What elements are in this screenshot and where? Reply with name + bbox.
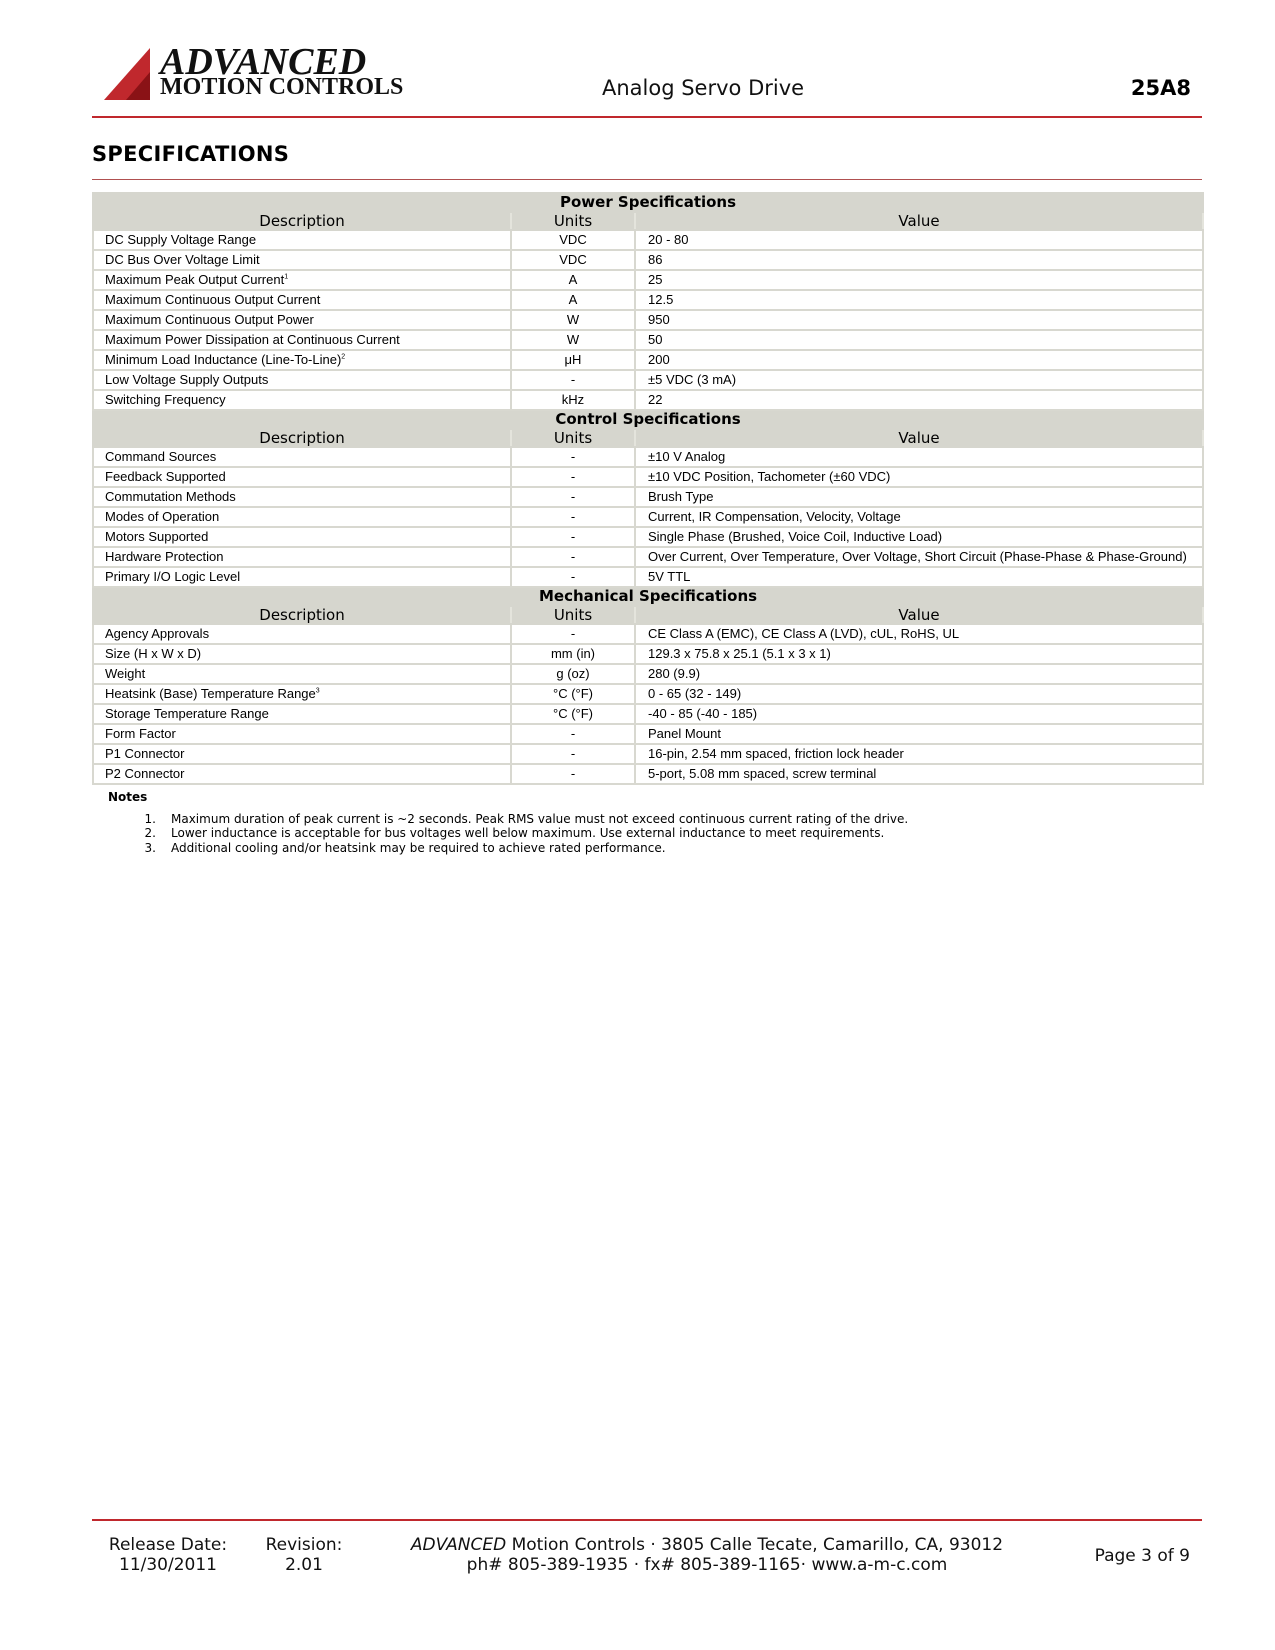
spec-description-cell	[93, 624, 511, 644]
table-row	[93, 664, 1203, 684]
spec-description-cell	[93, 527, 511, 547]
spec-units: °C (°F)	[511, 684, 635, 704]
table-row	[93, 330, 1203, 350]
section-title: SPECIFICATIONS	[92, 142, 290, 166]
section-header-row	[93, 410, 1203, 429]
section-header-row	[93, 193, 1203, 212]
column-header-row	[93, 429, 1203, 447]
spec-units: -	[511, 567, 635, 587]
page-number: Page 3 of 9	[1094, 1546, 1190, 1566]
spec-description: Commutation Methods	[105, 489, 236, 504]
spec-units: kHz	[511, 390, 635, 410]
column-header-units: Units	[511, 606, 635, 624]
spec-units: A	[511, 270, 635, 290]
spec-description-cell	[93, 467, 511, 487]
spec-value: 5-port, 5.08 mm spaced, screw terminal	[635, 764, 1203, 784]
column-header-units: Units	[511, 212, 635, 230]
specifications-table-body	[93, 193, 1203, 784]
spec-value: CE Class A (EMC), CE Class A (LVD), cUL, RoHS, UL	[635, 624, 1203, 644]
spec-description-cell	[93, 744, 511, 764]
table-row	[93, 370, 1203, 390]
spec-units: A	[511, 290, 635, 310]
revision-value: 2.01	[285, 1555, 323, 1575]
spec-value: 200	[635, 350, 1203, 370]
table-row	[93, 507, 1203, 527]
note-number: 2.	[144, 826, 156, 840]
specifications-table	[92, 192, 1204, 785]
spec-description: Form Factor	[105, 726, 176, 741]
company-address-text: Motion Controls · 3805 Calle Tecate, Camarillo, CA, 93012	[506, 1535, 1004, 1555]
spec-description: Motors Supported	[105, 529, 209, 544]
release-date-label: Release Date:	[108, 1535, 228, 1555]
spec-description: Hardware Protection	[105, 549, 224, 564]
table-row	[93, 270, 1203, 290]
spec-description-cell	[93, 390, 511, 410]
document-subtitle: Analog Servo Drive	[602, 76, 805, 100]
section-header-row	[93, 587, 1203, 606]
spec-units: -	[511, 724, 635, 744]
table-row	[93, 250, 1203, 270]
spec-description: Maximum Continuous Output Power	[105, 312, 314, 327]
table-row	[93, 290, 1203, 310]
note-text: Additional cooling and/or heatsink may be required to achieve rated performance.	[171, 841, 666, 855]
spec-units: VDC	[511, 230, 635, 250]
spec-description-cell	[93, 447, 511, 467]
spec-units: mm (in)	[511, 644, 635, 664]
spec-units: μH	[511, 350, 635, 370]
spec-description: Size (H x W x D)	[105, 646, 202, 661]
spec-value: 25	[635, 270, 1203, 290]
spec-description: Agency Approvals	[105, 626, 210, 641]
spec-description-cell	[93, 250, 511, 270]
table-row	[93, 644, 1203, 664]
spec-value: Panel Mount	[635, 724, 1203, 744]
logo-text-advanced: ADVANCED	[160, 41, 367, 83]
spec-description: Command Sources	[105, 449, 217, 464]
spec-description-cell	[93, 644, 511, 664]
footnote-marker: 2	[341, 353, 346, 361]
spec-units: -	[511, 764, 635, 784]
spec-description: Weight	[105, 666, 146, 681]
spec-description: Maximum Continuous Output Current	[105, 292, 321, 307]
spec-value: 0 - 65 (32 - 149)	[635, 684, 1203, 704]
spec-description-cell	[93, 724, 511, 744]
spec-description: P2 Connector	[105, 766, 185, 781]
spec-description-cell	[93, 567, 511, 587]
spec-description: DC Supply Voltage Range	[105, 232, 257, 247]
spec-units: -	[511, 744, 635, 764]
revision-label: Revision:	[265, 1535, 343, 1555]
spec-description-cell	[93, 547, 511, 567]
spec-value: Over Current, Over Temperature, Over Voltage, Short Circuit (Phase-Phase & Phase-Ground)	[635, 547, 1203, 567]
company-contact: ph# 805-389-1935 · fx# 805-389-1165· www.a-m-c.com	[466, 1555, 948, 1575]
control-section-title: Control Specifications	[93, 410, 1203, 429]
note-number: 3.	[144, 841, 156, 855]
spec-description-cell	[93, 507, 511, 527]
spec-description: Maximum Peak Output Current	[105, 272, 285, 287]
spec-units: -	[511, 370, 635, 390]
column-header-description: Description	[93, 429, 511, 447]
spec-value: 950	[635, 310, 1203, 330]
spec-value: ±10 V Analog	[635, 447, 1203, 467]
spec-units: W	[511, 310, 635, 330]
spec-units: g (oz)	[511, 664, 635, 684]
note-text: Maximum duration of peak current is ~2 seconds. Peak RMS value must not exceed continuous current rating of the drive.	[171, 812, 909, 826]
spec-description: Modes of Operation	[105, 509, 220, 524]
table-row	[93, 310, 1203, 330]
spec-description-cell	[93, 290, 511, 310]
spec-description: Low Voltage Supply Outputs	[105, 372, 269, 387]
table-row	[93, 704, 1203, 724]
column-header-units: Units	[511, 429, 635, 447]
spec-description: Primary I/O Logic Level	[105, 569, 241, 584]
notes-title: Notes	[108, 790, 148, 804]
spec-value: ±10 VDC Position, Tachometer (±60 VDC)	[635, 467, 1203, 487]
spec-description: Switching Frequency	[105, 392, 226, 407]
spec-description-cell	[93, 684, 511, 704]
spec-description-cell	[93, 230, 511, 250]
spec-description: Storage Temperature Range	[105, 706, 269, 721]
column-header-value: Value	[635, 606, 1203, 624]
spec-value: 16-pin, 2.54 mm spaced, friction lock header	[635, 744, 1203, 764]
table-row	[93, 350, 1203, 370]
spec-value: 280 (9.9)	[635, 664, 1203, 684]
column-header-value: Value	[635, 212, 1203, 230]
spec-value: ±5 VDC (3 mA)	[635, 370, 1203, 390]
spec-units: -	[511, 547, 635, 567]
table-row	[93, 487, 1203, 507]
note-text: Lower inductance is acceptable for bus voltages well below maximum. Use external inductance to meet requirements.	[171, 826, 885, 840]
spec-description: DC Bus Over Voltage Limit	[105, 252, 260, 267]
table-row	[93, 764, 1203, 784]
spec-value: 20 - 80	[635, 230, 1203, 250]
spec-units: W	[511, 330, 635, 350]
spec-value: 129.3 x 75.8 x 25.1 (5.1 x 3 x 1)	[635, 644, 1203, 664]
column-header-description: Description	[93, 212, 511, 230]
power-section-title: Power Specifications	[93, 193, 1203, 212]
spec-description-cell	[93, 350, 511, 370]
spec-description-cell	[93, 487, 511, 507]
spec-units: VDC	[511, 250, 635, 270]
spec-description-cell	[93, 330, 511, 350]
spec-value: -40 - 85 (-40 - 185)	[635, 704, 1203, 724]
spec-units: -	[511, 487, 635, 507]
logo-text-motion-controls: MOTION CONTROLS	[160, 74, 404, 100]
mechanical-section-title: Mechanical Specifications	[93, 587, 1203, 606]
spec-description: Heatsink (Base) Temperature Range	[105, 686, 316, 701]
section-divider	[92, 179, 1202, 180]
column-header-row	[93, 212, 1203, 230]
spec-description-cell	[93, 704, 511, 724]
column-header-row	[93, 606, 1203, 624]
table-row	[93, 684, 1203, 704]
company-name-italic: ADVANCED	[410, 1535, 507, 1555]
footer-divider	[92, 1519, 1202, 1521]
table-row	[93, 624, 1203, 644]
spec-units: -	[511, 507, 635, 527]
header-divider	[92, 116, 1202, 118]
table-row	[93, 724, 1203, 744]
column-header-value: Value	[635, 429, 1203, 447]
spec-units: -	[511, 447, 635, 467]
spec-description: Maximum Power Dissipation at Continuous Current	[105, 332, 400, 347]
note-number: 1.	[144, 812, 156, 826]
spec-value: 22	[635, 390, 1203, 410]
spec-value: Brush Type	[635, 487, 1203, 507]
spec-value: 86	[635, 250, 1203, 270]
logo-triangle-icon	[104, 48, 158, 100]
spec-units: °C (°F)	[511, 704, 635, 724]
spec-units: -	[511, 467, 635, 487]
footnote-marker: 3	[315, 687, 320, 695]
spec-description-cell	[93, 310, 511, 330]
company-address	[402, 1535, 1012, 1555]
spec-units: -	[511, 527, 635, 547]
spec-value: Single Phase (Brushed, Voice Coil, Inductive Load)	[635, 527, 1203, 547]
spec-description: Minimum Load Inductance (Line-To-Line)	[105, 352, 342, 367]
spec-value: 50	[635, 330, 1203, 350]
table-row	[93, 527, 1203, 547]
spec-description-cell	[93, 664, 511, 684]
spec-description-cell	[93, 370, 511, 390]
table-row	[93, 744, 1203, 764]
table-row	[93, 567, 1203, 587]
spec-description: Feedback Supported	[105, 469, 226, 484]
spec-description: P1 Connector	[105, 746, 185, 761]
spec-value: 5V TTL	[635, 567, 1203, 587]
spec-units: -	[511, 624, 635, 644]
table-row	[93, 547, 1203, 567]
spec-value: 12.5	[635, 290, 1203, 310]
table-row	[93, 447, 1203, 467]
table-row	[93, 467, 1203, 487]
model-number: 25A8	[1130, 76, 1191, 100]
spec-description-cell	[93, 764, 511, 784]
release-date-value: 11/30/2011	[119, 1555, 217, 1575]
spec-value: Current, IR Compensation, Velocity, Voltage	[635, 507, 1203, 527]
table-row	[93, 390, 1203, 410]
spec-description-cell	[93, 270, 511, 290]
table-row	[93, 230, 1203, 250]
company-logo	[104, 41, 404, 102]
column-header-description: Description	[93, 606, 511, 624]
footnote-marker: 1	[284, 273, 289, 281]
